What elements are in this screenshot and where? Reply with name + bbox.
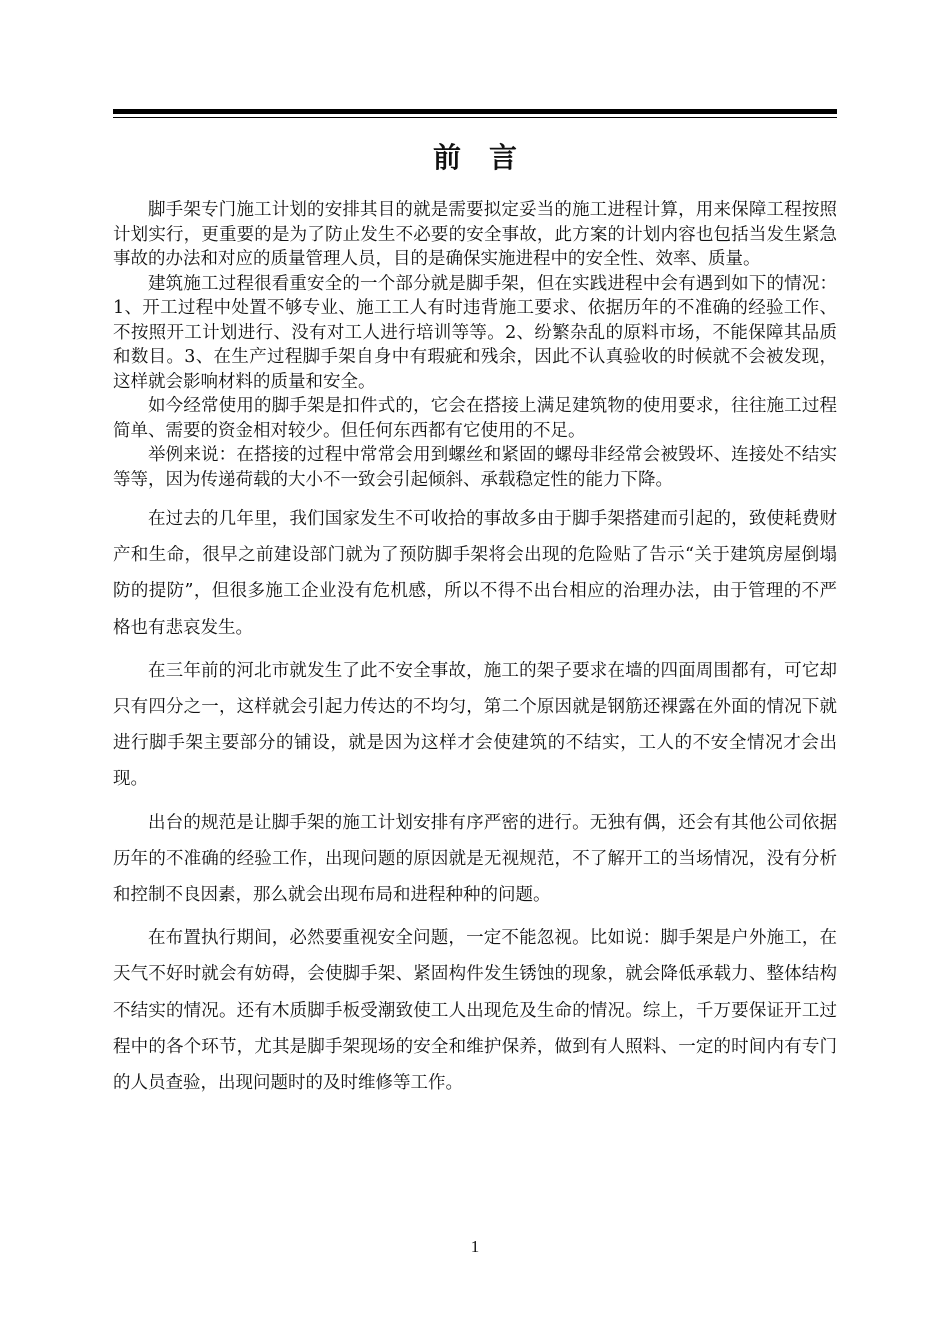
paragraph-1: 脚手架专门施工计划的安排其目的就是需要拟定妥当的施工进程计算，用来保障工程按照计划实行，更重要的是为了防止发生不必要的安全事故，此方案的计划内容也包括当发生紧急事故的办法和对应的质量管理人员，目的是确保实施进程中的安全性、效率、质量。	[113, 200, 837, 269]
page-number: 1	[470, 1237, 480, 1256]
paragraph-6: 在三年前的河北市就发生了此不安全事故，施工的架子要求在墙的四面周围都有，可它却只有四分之一，这样就会引起力传达的不均匀，第二个原因就是钢筋还裸露在外面的情况下就进行脚手架主要部分的铺设，就是因为这样才会使建筑的不结实，工人的不安全情况才会出现。	[113, 660, 837, 790]
body-text	[113, 198, 837, 1101]
paragraph-2: 建筑施工过程很看重安全的一个部分就是脚手架，但在实践进程中会有遇到如下的情况：1、开工过程中处置不够专业、施工工人有时违背施工要求、依据历年的不准确的经验工作、不按照开工计划进行、没有对工人进行培训等等。2、纷繁杂乱的原料市场，不能保障其品质和数目。3、在生产过程脚手架自身中有瑕疵和残余，因此不认真验收的时候就不会被发现，这样就会影响材料的质量和安全。	[113, 273, 837, 392]
paragraph-7: 出台的规范是让脚手架的施工计划安排有序严密的进行。无独有偶，还会有其他公司依据历年的不准确的经验工作，出现问题的原因就是无视规范，不了解开工的当场情况，没有分析和控制不良因素，那么就会出现布局和进程种种的问题。	[113, 812, 837, 906]
paragraph-3: 如今经常使用的脚手架是扣件式的，它会在搭接上满足建筑物的使用要求，往往施工过程简单、需要的资金相对较少。但任何东西都有它使用的不足。	[113, 396, 837, 441]
paragraph-4: 举例来说：在搭接的过程中常常会用到螺丝和紧固的螺母非经常会被毁坏、连接处不结实等等，因为传递荷载的大小不一致会引起倾斜、承载稳定性的能力下降。	[113, 445, 837, 490]
header-rule-thin	[113, 117, 837, 118]
paragraph-8: 在布置执行期间，必然要重视安全问题，一定不能忽视。比如说：脚手架是户外施工，在天气不好时就会有妨碍，会使脚手架、紧固构件发生锈蚀的现象，就会降低承载力、整体结构不结实的情况。还有木质脚手板受潮致使工人出现危及生命的情况。综上，千万要保证开工过程中的各个环节，尤其是脚手架现场的安全和维护保养，做到有人照料、一定的时间内有专门的人员查验，出现问题时的及时维修等工作。	[113, 928, 837, 1094]
page-title: 前言	[432, 141, 545, 174]
paragraph-5: 在过去的几年里，我们国家发生不可收拾的事故多由于脚手架搭建而引起的，致使耗费财产和生命，很早之前建设部门就为了预防脚手架将会出现的危险贴了告示“关于建筑房屋倒塌防的提防”，但很多施工企业没有危机感，所以不得不出台相应的治理办法，由于管理的不严格也有悲哀发生。	[113, 509, 837, 638]
header-rule-thick	[113, 109, 837, 114]
